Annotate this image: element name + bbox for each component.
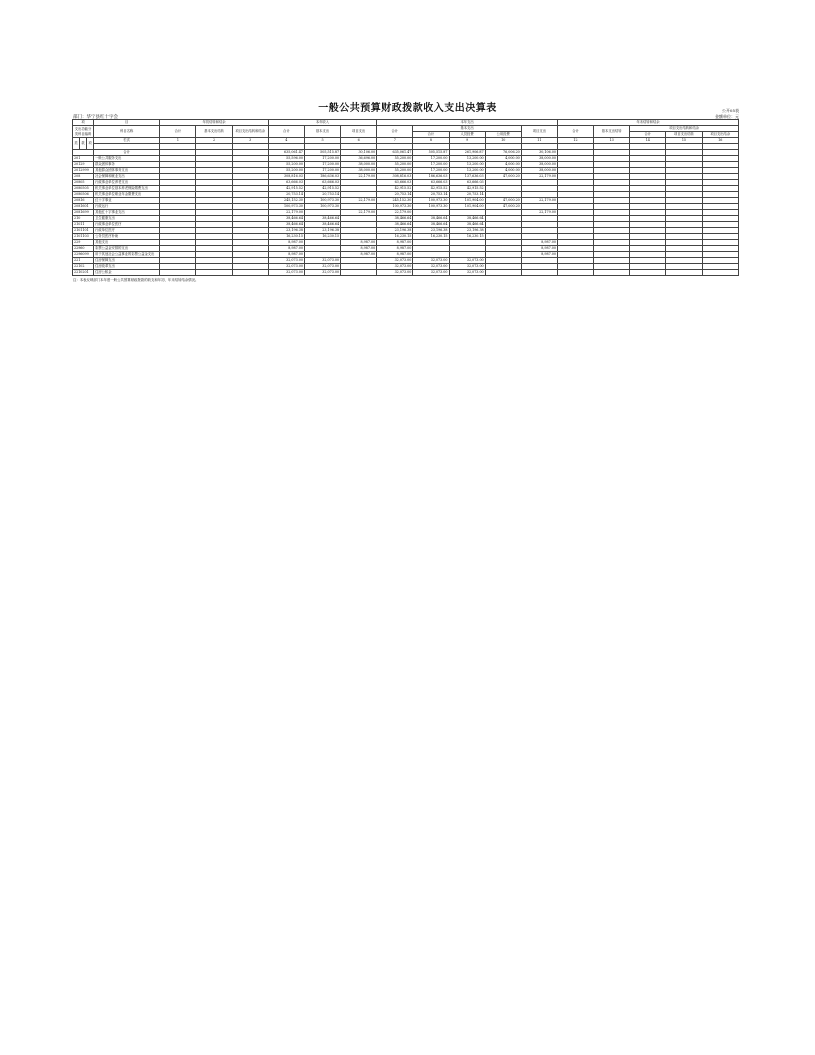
row-name: 其他支出 [94,240,160,246]
row-value [160,270,196,276]
row-name: 行政事业单位养老支出 [94,180,160,186]
row-value [594,270,630,276]
row-value: 23,196.38 [449,228,485,234]
row-value: 32,073.00 [377,258,413,264]
row-value: 8,987.00 [377,252,413,258]
row-value: 55,200.00 [377,162,413,168]
row-value: 63,666.03 [304,180,340,186]
row-code: 2012999 [73,168,94,174]
row-value: 16,230.15 [449,234,485,240]
col-num: 5 [304,138,340,144]
row-value: 100,973.30 [268,204,304,210]
row-value: 38,000.00 [521,168,557,174]
col-num: 2 [196,138,232,144]
row-name: 行政单位医疗 [94,228,160,234]
row-value: 186,636.03 [413,174,449,180]
header-begin-balance: 年初结转和结余 [160,120,268,126]
row-value: 505,515.87 [304,150,340,156]
row-value: 38,466.64 [304,222,340,228]
row-name: 住房公积金 [94,270,160,276]
row-value: 42,915.52 [413,186,449,192]
row-value: 16,230.15 [377,234,413,240]
row-value: 23,196.38 [377,228,413,234]
unit-label: 金额单位：元 [715,114,739,119]
col-num: 4 [268,138,304,144]
col-num: 14 [630,138,666,144]
row-value: 55,200.00 [268,168,304,174]
row-value: 38,466.64 [377,216,413,222]
row-code: 22102 [73,264,94,270]
row-name: 红十字事业 [94,198,160,204]
row-value: 38,466.64 [449,222,485,228]
row-name: 合计 [94,150,160,156]
row-value: 38,466.64 [413,222,449,228]
row-value: 17,200.00 [304,168,340,174]
row-code: 20129 [73,162,94,168]
row-value: 22,179.00 [341,198,377,204]
row-value: 13,200.00 [449,168,485,174]
row-value: 32,073.00 [268,264,304,270]
row-name: 行政事业单位医疗 [94,222,160,228]
col-num: 13 [594,138,630,144]
row-value: 38,466.64 [268,222,304,228]
row-value: 42,915.52 [377,186,413,192]
row-value: 245,152.30 [268,198,304,204]
row-name: 公务员医疗补助 [94,234,160,240]
row-value [341,270,377,276]
row-value: 8,987.00 [377,246,413,252]
row-value: 63,666.03 [413,180,449,186]
row-value: 38,000.00 [341,162,377,168]
header-income-subtotal: 合计 [268,126,304,138]
row-value: 38,466.64 [377,222,413,228]
row-code: 2101103 [73,234,94,240]
row-value: 22,179.00 [521,210,557,216]
row-code: 208 [73,174,94,180]
row-value: 55,200.00 [268,162,304,168]
header-begin-subtotal: 合计 [160,126,196,138]
row-value: 22,179.00 [268,210,304,216]
col-num: 15 [666,138,702,144]
row-name: 用于其他社会公益事业的彩票公益金支出 [94,252,160,258]
row-value: 55,200.00 [377,168,413,174]
row-value: 32,073.00 [268,258,304,264]
col-num: 11 [521,138,557,144]
header-exp-basic: 基本支出 [413,126,521,132]
header-proj-carry: 项目支出结转 [666,132,702,138]
row-value: 8,987.00 [268,246,304,252]
row-value: 38,000.00 [341,168,377,174]
row-value: 101,904.00 [449,198,485,204]
row-value [521,270,557,276]
footnote: 注：本表反映部门本年度一般公共预算财政拨款的收支和年初、年末结转结余情况。 [73,278,199,282]
row-name: 住房保障支出 [94,258,160,264]
header-xiang: 项 [87,138,94,150]
header-end-basic: 基本支出结转 [594,126,630,138]
row-value: 8,987.00 [341,240,377,246]
row-value: 245,152.30 [377,198,413,204]
row-value: 4,000.00 [485,168,521,174]
header-income: 本年收入 [268,120,376,126]
col-num: 3 [232,138,268,144]
row-value: 17,200.00 [413,168,449,174]
row-code: 2081699 [73,210,94,216]
col-num: 7 [377,138,413,144]
row-value: 47,000.20 [485,174,521,180]
row-value: 17,200.00 [304,162,340,168]
row-value: 23,196.38 [413,228,449,234]
header-target: 目 [94,120,160,126]
header-exp-subtotal: 合计 [377,126,413,138]
row-value [196,270,232,276]
row-value: 32,073.00 [304,264,340,270]
department-label: 部门：华宁县红十字会 [73,115,118,120]
row-name: 其他群众团体事务支出 [94,168,160,174]
row-code: 229 [73,240,94,246]
row-value: 8,987.00 [377,240,413,246]
row-value: 8,987.00 [521,252,557,258]
row-value: 20,753.14 [268,192,304,198]
row-value: 22,179.00 [341,174,377,180]
row-value: 63,666.03 [268,180,304,186]
row-code: 210 [73,216,94,222]
page-title: 一般公共预算财政拨款收入支出决算表 [318,103,497,114]
header-end-balance: 年末结转和结余 [557,120,738,126]
header-begin-basic: 基本支出结转 [196,126,232,138]
row-value: 32,073.00 [377,264,413,270]
col-num: 10 [485,138,521,144]
row-code: 2101101 [73,228,94,234]
row-value: 38,466.64 [449,216,485,222]
row-value: 16,230.15 [268,234,304,240]
row-value: 100,973.30 [304,198,340,204]
header-class: 类 [73,138,80,150]
row-value: 505,515.87 [413,150,449,156]
header-exp-basic-subtotal: 合计 [413,132,449,138]
row-value: 32,073.00 [413,258,449,264]
row-name: 住房改革支出 [94,264,160,270]
row-code: 201 [73,156,94,162]
header-name-col: 科目名称 [94,126,160,138]
row-value: 47,000.20 [485,204,521,210]
row-value: 55,200.00 [377,156,413,162]
row-name: 一般公共服务支出 [94,156,160,162]
row-name: 社会保障和就业支出 [94,174,160,180]
row-value: 32,073.00 [449,264,485,270]
row-value: 38,000.00 [521,162,557,168]
row-value: 42,915.52 [268,186,304,192]
table-row [73,270,739,276]
row-value: 32,073.00 [413,270,449,276]
row-value: 42,915.52 [304,186,340,192]
row-name: 彩票公益金安排的支出 [94,246,160,252]
row-value: 8,987.00 [268,252,304,258]
row-value: 8,987.00 [521,240,557,246]
row-value: 30,106.00 [521,150,557,156]
row-code: 2296099 [73,252,94,258]
row-value: 36,696.00 [341,156,377,162]
row-code: 22960 [73,246,94,252]
header-expense: 本年支出 [377,120,558,126]
header-exp-project: 项目支出 [521,126,557,138]
header-begin-project: 项目支出结转和结余 [232,126,268,138]
row-value: 100,973.30 [304,204,340,210]
row-value: 32,073.00 [413,264,449,270]
row-value: 47,000.20 [485,198,521,204]
row-value: 101,904.00 [449,204,485,210]
row-value: 55,596.00 [268,156,304,162]
row-value: 32,073.00 [449,258,485,264]
header-row-num-label: 栏次 [94,138,160,144]
col-num: 9 [449,138,485,144]
header-end-proj-subtotal: 合计 [630,132,666,138]
row-value: 16,230.15 [304,234,340,240]
row-value: 32,073.00 [304,258,340,264]
row-value: 22,179.00 [377,210,413,216]
row-name: 行政运行 [94,204,160,210]
row-value: 186,636.03 [304,174,340,180]
row-value: 137,636.03 [449,174,485,180]
row-value: 32,073.00 [449,270,485,276]
row-name: 卫生健康支出 [94,216,160,222]
row-value [232,270,268,276]
header-kuan: 款 [80,138,87,150]
header-end-project-group: 项目支出结转和结余 [630,126,739,132]
row-value: 635,061.47 [377,150,413,156]
row-value [702,270,739,276]
row-code: 20816 [73,198,94,204]
form-number: 公开05表 [721,108,739,113]
row-value: 23,196.38 [304,228,340,234]
row-value: 20,753.14 [413,192,449,198]
row-name: 机关事业单位基本养老保险缴费支出 [94,186,160,192]
row-value [630,270,666,276]
row-code: 20805 [73,180,94,186]
row-value: 76,006.20 [485,150,521,156]
row-value: 308,816.03 [268,174,304,180]
header-code-col: 支出功能分类科目编码 [73,126,94,138]
header-end-subtotal: 合计 [557,126,593,138]
row-code: 221 [73,258,94,264]
row-value: 22,179.00 [341,210,377,216]
row-name: 群众团体事务 [94,162,160,168]
header-income-basic: 基本支出 [304,126,340,138]
row-value: 4,000.00 [485,162,521,168]
row-value: 261,906.87 [449,150,485,156]
row-code: 2210201 [73,270,94,276]
row-value: 20,753.14 [377,192,413,198]
table-body [73,150,739,276]
col-num: 1 [160,138,196,144]
row-name: 机关事业单位职业年金缴费支出 [94,192,160,198]
row-value: 22,179.00 [521,174,557,180]
row-value: 100,973.30 [413,198,449,204]
row-code: 2080506 [73,192,94,198]
row-value: 100,973.30 [377,204,413,210]
row-value: 32,073.00 [268,270,304,276]
col-num: 6 [341,138,377,144]
col-num: 8 [413,138,449,144]
row-value: 38,466.64 [268,216,304,222]
row-value [666,270,702,276]
row-value: 13,200.00 [449,162,485,168]
row-value: 30,106.00 [341,150,377,156]
row-code: 2080505 [73,186,94,192]
row-value: 63,666.03 [449,180,485,186]
row-value: 38,466.64 [413,216,449,222]
row-value: 8,987.00 [521,246,557,252]
row-name: 其他红十字事业支出 [94,210,160,216]
col-num: 16 [702,138,739,144]
row-value: 4,000.00 [485,156,521,162]
row-value: 20,753.14 [304,192,340,198]
row-code: 2081601 [73,204,94,210]
row-value: 13,200.00 [449,156,485,162]
header-proj-surplus: 项目支出结余 [702,132,739,138]
row-value: 32,073.00 [377,270,413,276]
row-value: 63,666.03 [377,180,413,186]
row-value: 42,915.52 [449,186,485,192]
budget-table [72,119,739,276]
row-value: 17,200.00 [413,156,449,162]
row-value: 17,200.00 [304,156,340,162]
row-value: 8,987.00 [268,240,304,246]
row-value: 100,973.30 [413,204,449,210]
row-value: 8,987.00 [341,252,377,258]
row-code: 21011 [73,222,94,228]
row-value: 22,179.00 [521,198,557,204]
row-value: 17,200.00 [413,162,449,168]
row-value: 20,753.14 [449,192,485,198]
row-value: 16,230.15 [413,234,449,240]
row-value: 32,073.00 [304,270,340,276]
row-value: 635,061.47 [268,150,304,156]
row-value [485,270,521,276]
header-public: 公用经费 [485,132,521,138]
header-income-project: 项目支出 [341,126,377,138]
row-value: 8,987.00 [341,246,377,252]
row-value: 38,000.00 [521,156,557,162]
row-value: 23,196.38 [268,228,304,234]
header-personnel: 人员经费 [449,132,485,138]
row-value: 38,466.64 [304,216,340,222]
row-value: 308,816.03 [377,174,413,180]
row-value [557,270,593,276]
col-num: 12 [557,138,593,144]
header-project: 项 [73,120,94,126]
